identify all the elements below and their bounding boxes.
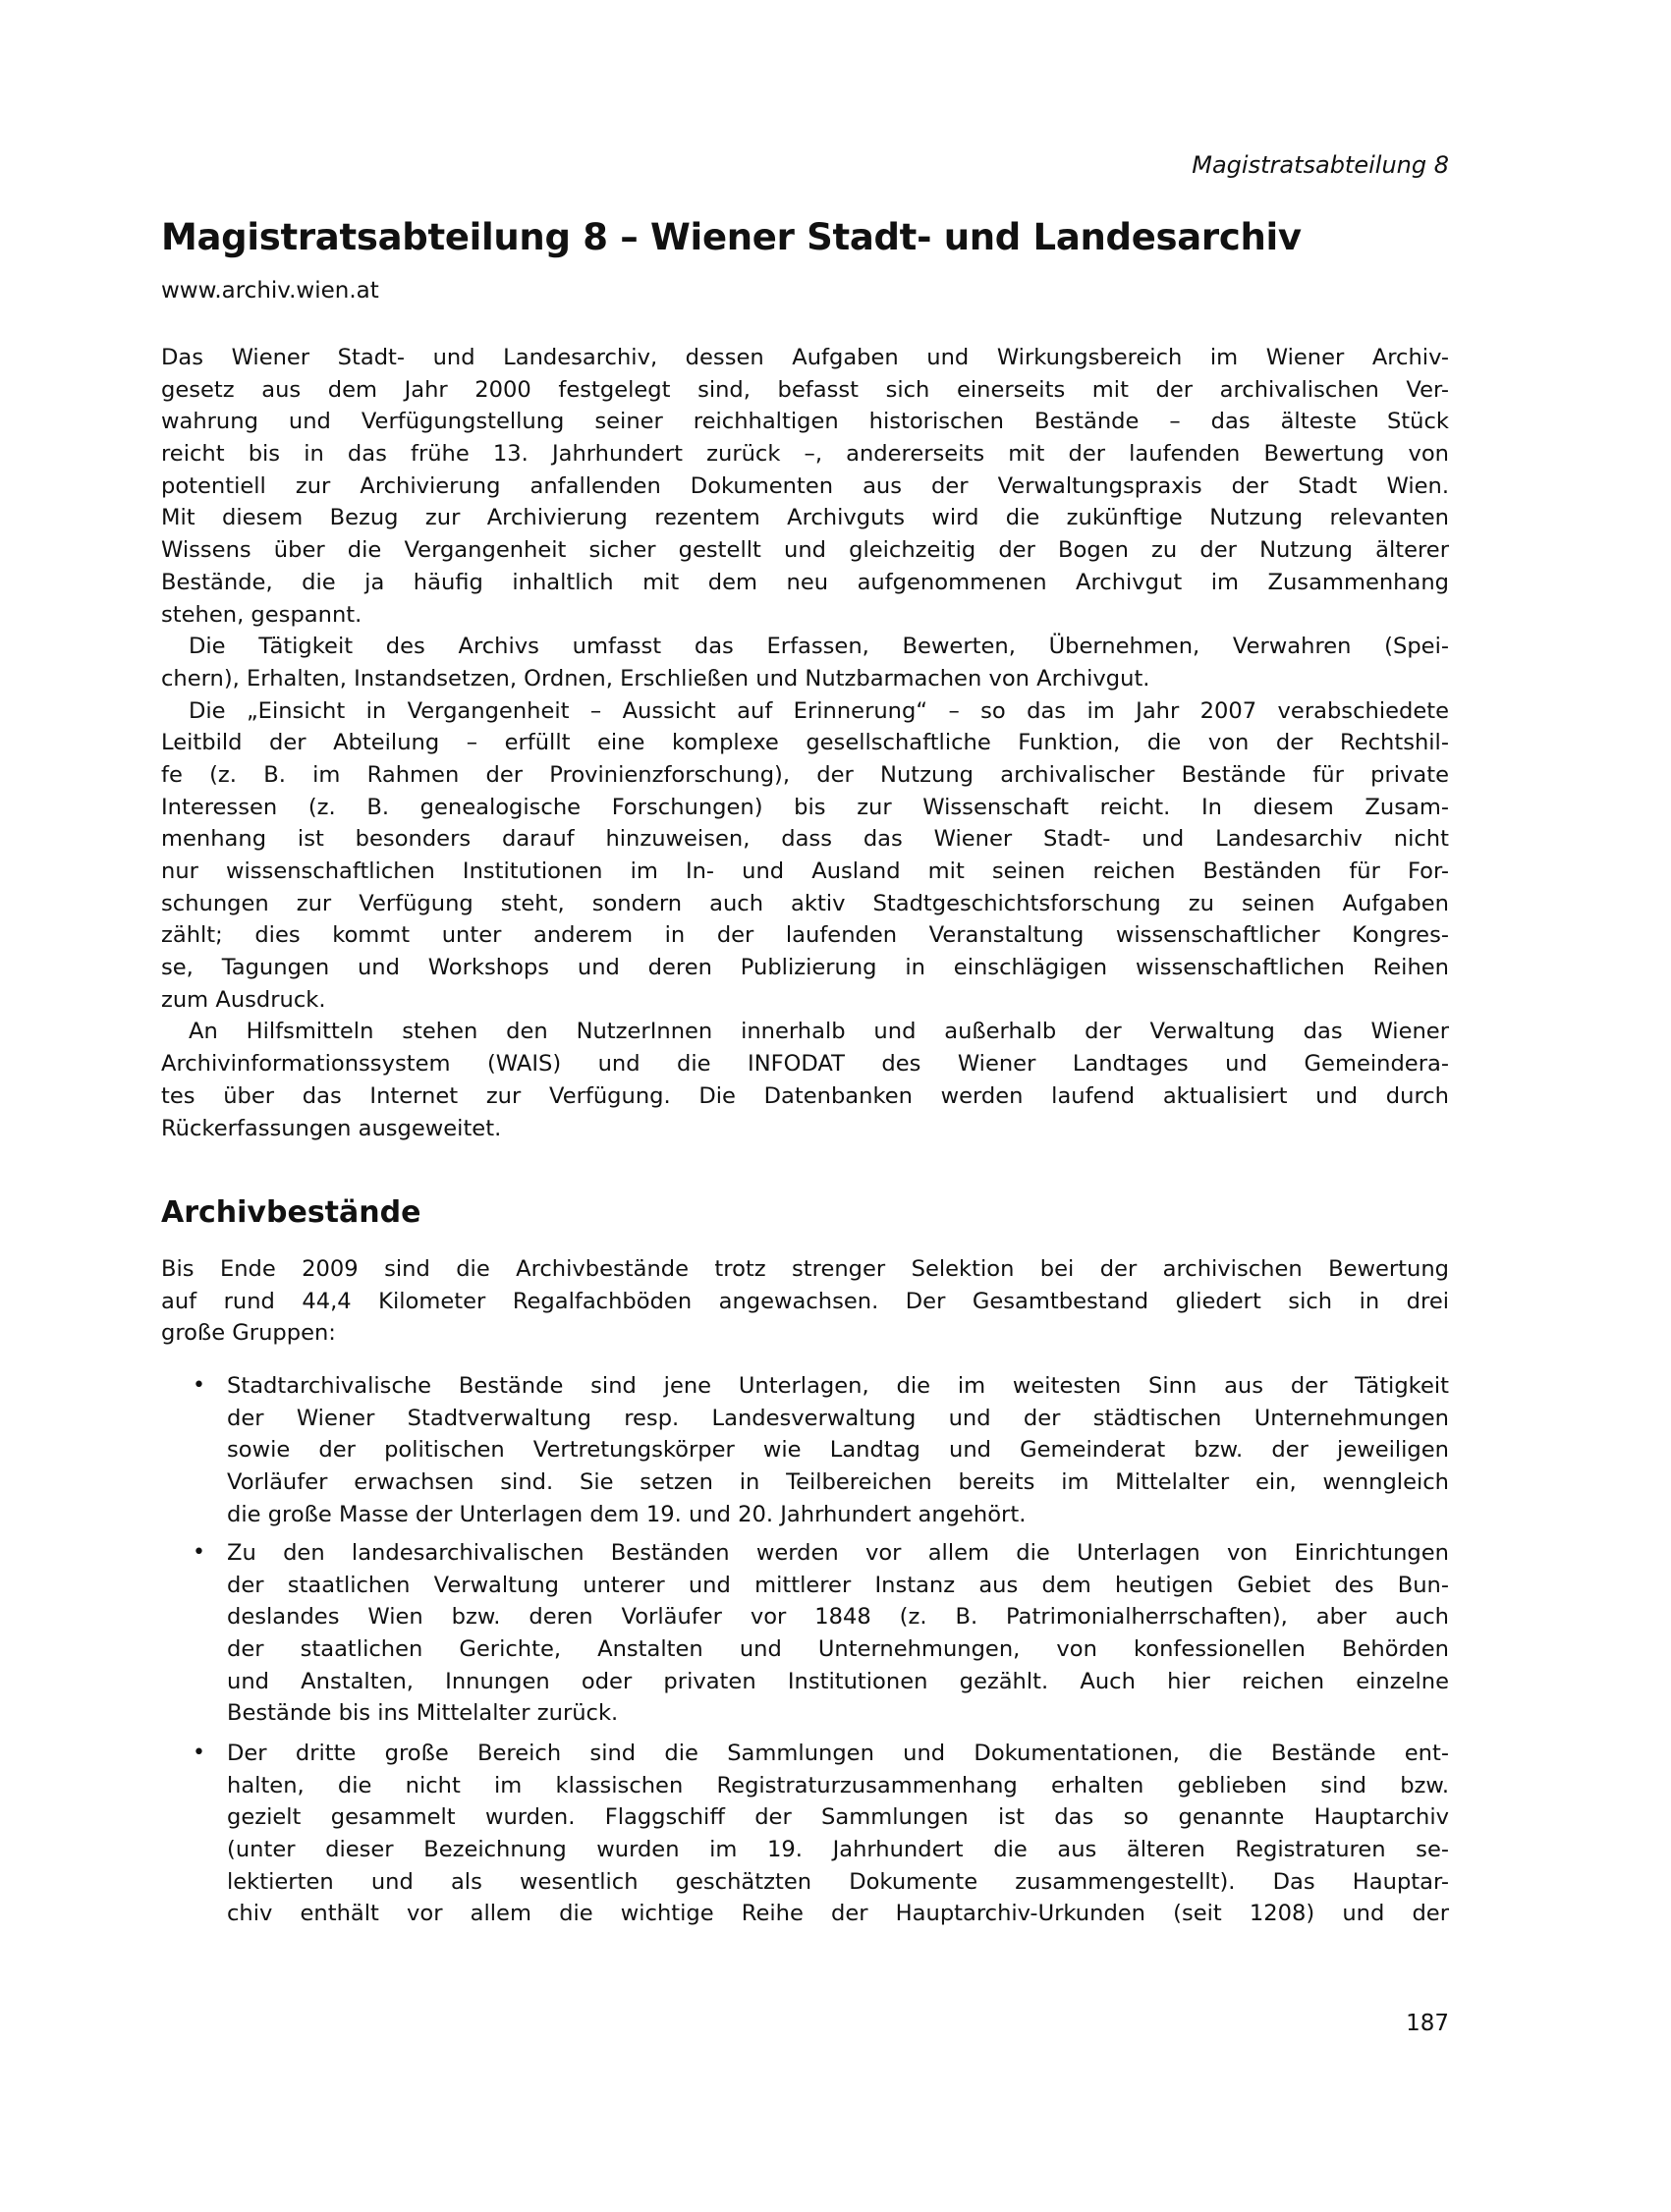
- bullet-icon: •: [193, 1741, 205, 1765]
- text-line: Interessen (z. B. genealogische Forschungen) bis zur Wissenschaft reicht. In diesem Zusam-: [161, 794, 1449, 820]
- text-line: fe (z. B. im Rahmen der Provinienzforschung), der Nutzung archivalischer Bestände für private: [161, 761, 1449, 788]
- bullet-icon: •: [193, 1540, 205, 1565]
- text-line: Archivinformationssystem (WAIS) und die INFODAT des Wiener Landtages und Gemeindera-: [161, 1051, 1449, 1078]
- text-line: der Wiener Stadtverwaltung resp. Landesverwaltung und der städtischen Unternehmungen: [227, 1405, 1449, 1431]
- text-line: wahrung und Verfügungstellung seiner reichhaltigen historischen Bestände – das älteste Stück: [161, 409, 1449, 435]
- page-title: Magistratsabteilung 8 – Wiener Stadt- und Landesarchiv: [161, 216, 1302, 258]
- bullet-item: [195, 1738, 1449, 1930]
- text-line: chiv enthält vor allem die wichtige Reihe der Hauptarchiv-Urkunden (seit 1208) und der: [227, 1901, 1449, 1927]
- text-line: Vorläufer erwachsen sind. Sie setzen in Teilbereichen bereits im Mittelalter ein, wenngleich: [227, 1469, 1449, 1496]
- bullet-icon: •: [193, 1373, 205, 1398]
- website-url: www.archiv.wien.at: [161, 278, 379, 304]
- text-line: menhang ist besonders darauf hinzuweisen, dass das Wiener Stadt- und Landesarchiv nicht: [161, 826, 1449, 853]
- text-line: Der dritte große Bereich sind die Sammlungen und Dokumentationen, die Bestände ent-: [227, 1741, 1449, 1766]
- text-line: Die „Einsicht in Vergangenheit – Aussicht auf Erinnerung“ – so das im Jahr 2007 verabschiedete: [189, 697, 1449, 724]
- text-line: zählt; dies kommt unter anderem in der laufenden Veranstaltung wissenschaftlicher Kongres-: [161, 922, 1449, 949]
- running-header: Magistratsabteilung 8: [1192, 151, 1449, 179]
- paragraph: [161, 1016, 1449, 1144]
- text-line: Zu den landesarchivalischen Beständen werden vor allem die Unterlagen von Einrichtungen: [227, 1540, 1449, 1566]
- page-number: 187: [1406, 2011, 1449, 2036]
- text-line: große Gruppen:: [161, 1320, 336, 1347]
- text-line: zum Ausdruck.: [161, 986, 326, 1013]
- text-line: Stadtarchivalische Bestände sind jene Unterlagen, die im weitesten Sinn aus der Tätigkeit: [227, 1373, 1449, 1399]
- text-line: lektierten und als wesentlich geschätzten Dokumente zusammengestellt). Das Hauptar-: [227, 1868, 1449, 1895]
- text-line: Bestände, die ja häufig inhaltlich mit dem neu aufgenommenen Archivgut im Zusammenhang: [161, 569, 1449, 595]
- section-paragraph: [161, 1253, 1449, 1350]
- text-line: reicht bis in das frühe 13. Jahrhundert zurück –, andererseits mit der laufenden Bewertung von: [161, 441, 1449, 468]
- text-line: und Anstalten, Innungen oder privaten Institutionen gezählt. Auch hier reichen einzelne: [227, 1668, 1449, 1694]
- text-line: Mit diesem Bezug zur Archivierung rezentem Archivguts wird die zukünftige Nutzung relevanten: [161, 505, 1449, 531]
- paragraph: [161, 695, 1449, 1017]
- text-line: Wissens über die Vergangenheit sicher gestellt und gleichzeitig der Bogen zu der Nutzung älterer: [161, 537, 1449, 564]
- text-line: sowie der politischen Vertretungskörper wie Landtag und Gemeinderat bzw. der jeweiligen: [227, 1437, 1449, 1464]
- bullet-item: [195, 1537, 1449, 1730]
- intro-text: [161, 342, 1449, 1144]
- text-line: deslandes Wien bzw. deren Vorläufer vor 1848 (z. B. Patrimonialherrschaften), aber auch: [227, 1604, 1449, 1631]
- text-line: An Hilfsmitteln stehen den NutzerInnen innerhalb und außerhalb der Verwaltung das Wiener: [189, 1019, 1449, 1045]
- text-line: se, Tagungen und Workshops und deren Publizierung in einschlägigen wissenschaftlichen Reihen: [161, 955, 1449, 981]
- text-line: nur wissenschaftlichen Institutionen im In- und Ausland mit seinen reichen Beständen für For-: [161, 858, 1449, 884]
- text-line: Das Wiener Stadt- und Landesarchiv, dessen Aufgaben und Wirkungsbereich im Wiener Archiv-: [161, 345, 1449, 370]
- text-line: auf rund 44,4 Kilometer Regalfachböden angewachsen. Der Gesamtbestand gliedert sich in drei: [161, 1288, 1449, 1314]
- text-line: schungen zur Verfügung steht, sondern auch aktiv Stadtgeschichtsforschung zu seinen Aufgaben: [161, 890, 1449, 916]
- paragraph: [161, 631, 1449, 694]
- text-line: potentiell zur Archivierung anfallenden Dokumenten aus der Verwaltungspraxis der Stadt Wien.: [161, 472, 1449, 499]
- text-line: stehen, gespannt.: [161, 601, 362, 628]
- text-line: Leitbild der Abteilung – erfüllt eine komplexe gesellschaftliche Funktion, die von der Rechtshil-: [161, 730, 1449, 756]
- text-line: Bestände bis ins Mittelalter zurück.: [227, 1700, 619, 1727]
- text-line: gezielt gesammelt wurden. Flaggschiff der Sammlungen ist das so genannte Hauptarchiv: [227, 1804, 1449, 1831]
- text-line: der staatlichen Verwaltung unterer und mittlerer Instanz aus dem heutigen Gebiet des Bun-: [227, 1572, 1449, 1598]
- text-line: Die Tätigkeit des Archivs umfasst das Erfassen, Bewerten, Übernehmen, Verwahren (Spei-: [189, 634, 1449, 660]
- text-line: chern), Erhalten, Instandsetzen, Ordnen, Erschließen und Nutzbarmachen von Archivgut.: [161, 665, 1150, 691]
- text-line: Rückerfassungen ausgeweitet.: [161, 1115, 502, 1141]
- section-heading: Archivbestände: [161, 1195, 421, 1230]
- text-line: tes über das Internet zur Verfügung. Die Datenbanken werden laufend aktualisiert und durch: [161, 1082, 1449, 1109]
- paragraph: [161, 342, 1449, 631]
- text-line: der staatlichen Gerichte, Anstalten und Unternehmungen, von konfessionellen Behörden: [227, 1636, 1449, 1663]
- text-line: Bis Ende 2009 sind die Archivbestände trotz strenger Selektion bei der archivischen Bewertung: [161, 1256, 1449, 1282]
- text-line: halten, die nicht im klassischen Registraturzusammenhang erhalten geblieben sind bzw.: [227, 1772, 1449, 1798]
- text-line: (unter dieser Bezeichnung wurden im 19. Jahrhundert die aus älteren Registraturen se-: [227, 1837, 1449, 1863]
- text-line: die große Masse der Unterlagen dem 19. und 20. Jahrhundert angehört.: [227, 1501, 1027, 1527]
- bullet-item: [195, 1370, 1449, 1530]
- text-line: gesetz aus dem Jahr 2000 festgelegt sind, befasst sich einerseits mit der archivalischen Ver-: [161, 376, 1449, 403]
